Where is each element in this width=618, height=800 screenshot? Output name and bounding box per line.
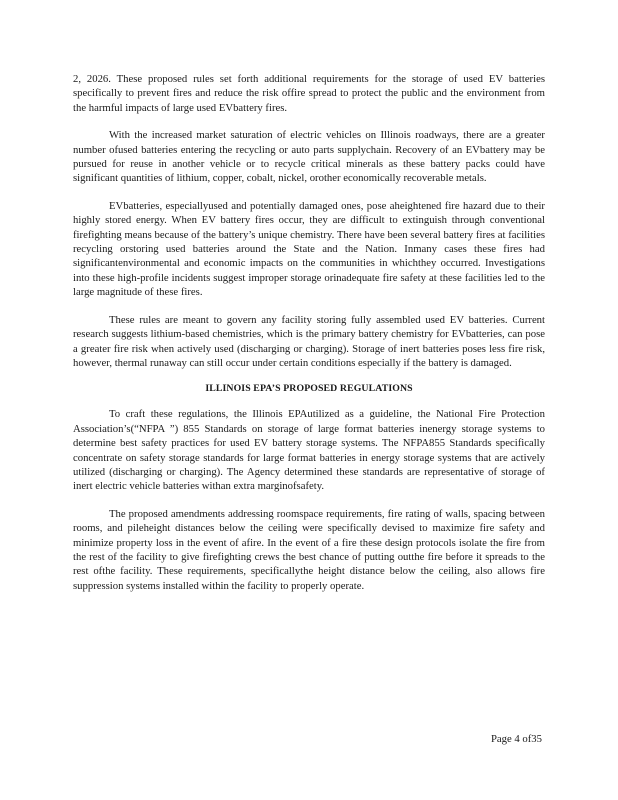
paragraph-rules-scope: These rules are meant to govern any facility storing fully assembled used EV batteries. Current research suggests lithium-based chemistries, which is the primary battery chemistry for EVbatteries, can pose a greater fire risk when actively used (discharging or charging). Storage of inert batteries poses less fire risk, however, thermal runaway can still occur under certain conditions especially if the battery is damaged. (73, 313, 545, 369)
paragraph-nfpa-guideline: To craft these regulations, the Illinois EPAutilized as a guideline, the National Fire Protection Association’s(“NFPA ”) 855 Standards on storage of large format batteries inenergy storage systems to determine best safety practices for used EV battery storage systems. The NFPA855 Standards specifically concentrate on safety storage standards for large format batteries in energy storage systems that are actively utilized (discharging or charging). The Agency determined these standards are representative of storage of inert electric vehicle batteries withan extra marginofsafety. (73, 408, 545, 493)
paragraph-intro: 2, 2026. These proposed rules set forth additional requirements for the storage of used EV batteries specifically to prevent fires and reduce the risk offire spread to protect the public and the environment from the harmful impacts of large used EVbattery fires. (73, 73, 545, 114)
paragraph-market-saturation: With the increased market saturation of electric vehicles on Illinois roadways, there are a greater number ofused batteries entering the recycling or auto parts supplychain. Recovery of an EVbattery may be pursued for reuse in another vehicle or to recycle critical minerals as these battery packs could have significant quantities of lithium, copper, cobalt, nickel, orother economically recoverable metals. (73, 129, 545, 185)
paragraph-fire-hazard: EVbatteries, especiallyused and potentially damaged ones, pose aheightened fire hazard due to their highly stored energy. When EV battery fires occur, they are difficult to extinguish through conventional firefighting means because of the battery’s unique chemistry. There have been several battery fires at facilities recycling orstoring used batteries around the State and the Nation. Inmany cases these fires had significantenvironmental and economic impacts on the communities in whichthey occurred. Investigations into these high-profile incidents suggest improper storage orinadequate fire safety at these facilities led to the large magnitude of these fires. (73, 199, 545, 299)
page-body (73, 72, 545, 606)
section-heading: ILLINOIS EPA’S PROPOSED REGULATIONS (205, 383, 413, 395)
paragraph-proposed-amendments: The proposed amendments addressing roomspace requirements, fire rating of walls, spacing between rooms, and pileheight distances below the ceiling were specifically devised to maximize fire safety and minimize property loss in the event of afire. In the event of a fire these design protocols isolate the fire from the rest of the facility to give firefighting crews the best chance of putting outthe fire before it spreads to the rest ofthe facility. These requirements, specificallythe height distance below the ceiling, also allows fire suppression systems installed within the facility to properly operate. (73, 507, 545, 592)
page-number: Page 4 of35 (490, 733, 542, 745)
